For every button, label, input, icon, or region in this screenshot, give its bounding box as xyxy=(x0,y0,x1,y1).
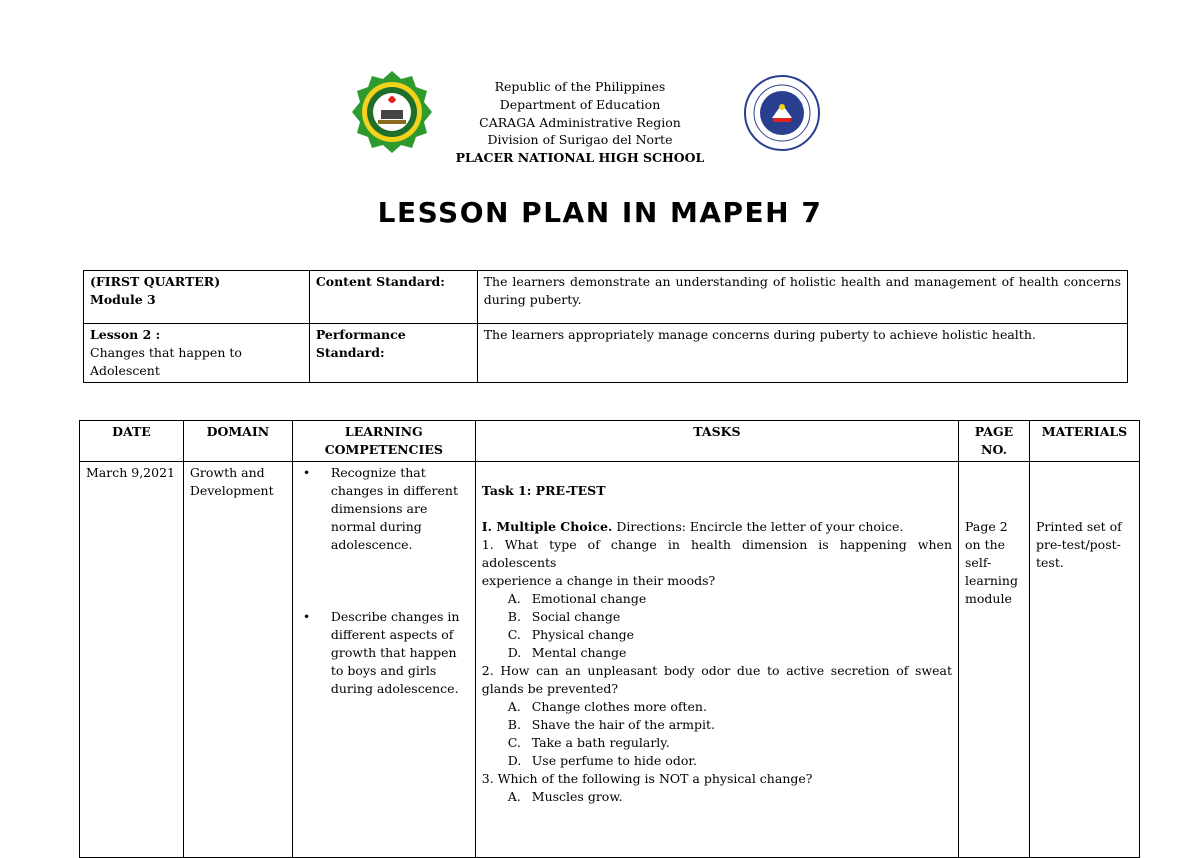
page-title: LESSON PLAN IN MAPEH 7 xyxy=(377,196,823,229)
lesson-info-table xyxy=(83,270,1128,383)
plan-header-row xyxy=(80,421,1140,462)
performance-standard-text: The learners appropriately manage concerns during puberty to achieve holistic health. xyxy=(477,324,1127,383)
task-title: Task 1: PRE-TEST xyxy=(481,483,606,498)
competency-text: Describe changes in different aspects of growth that happen to boys and girls during adolescence. xyxy=(330,609,460,696)
plan-row xyxy=(80,462,1140,858)
performance-label-line2: Standard: xyxy=(315,345,385,360)
school-seal-logo xyxy=(350,70,434,154)
question-1-cont: experience a change in their moods? xyxy=(481,573,716,588)
competency-text: Recognize that changes in different dimensions are normal during adolescence. xyxy=(330,465,458,552)
info-row-1 xyxy=(84,271,1128,324)
q1-option: B. Social change xyxy=(507,609,621,624)
q1-option: C. Physical change xyxy=(507,627,635,642)
quarter-label: (FIRST QUARTER) xyxy=(90,274,221,289)
lesson-cell xyxy=(84,324,310,383)
document-header xyxy=(0,70,1200,180)
q2-option: A. Change clothes more often. xyxy=(507,699,707,714)
competency-item xyxy=(299,464,469,554)
q2-option: D. Use perfume to hide odor. xyxy=(507,753,697,768)
quarter-cell xyxy=(84,271,310,324)
col-header-materials: MATERIALS xyxy=(1030,421,1140,462)
performance-standard-label xyxy=(309,324,477,383)
content-standard-text: The learners demonstrate an understanding of holistic health and management of health concerns during puberty. xyxy=(477,271,1127,324)
header-line-region: CARAGA Administrative Region xyxy=(479,114,681,130)
bullet-icon: • xyxy=(302,465,311,480)
col-header-date: DATE xyxy=(80,421,184,462)
tasks-cell xyxy=(475,462,958,858)
directions-text: Directions: Encircle the letter of your choice. xyxy=(612,519,904,534)
content-standard-label: Content Standard: xyxy=(309,271,477,324)
deped-seal-logo xyxy=(743,74,821,152)
header-line-republic: Republic of the Philippines xyxy=(494,79,666,94)
header-text-block xyxy=(430,78,730,167)
question-3: 3. Which of the following is NOT a physical change? xyxy=(481,771,813,786)
module-label: Module 3 xyxy=(90,292,156,307)
directions-line xyxy=(482,518,952,536)
col-header-competencies: LEARNING COMPETENCIES xyxy=(292,421,475,462)
performance-label-line1: Performance xyxy=(315,327,406,342)
q3-option: A. Muscles grow. xyxy=(507,789,623,804)
q2-option: B. Shave the hair of the armpit. xyxy=(507,717,716,732)
school-name: PLACER NATIONAL HIGH SCHOOL xyxy=(455,150,705,166)
page-no-cell: Page 2 on the self-learning module xyxy=(959,462,1030,858)
q1-option: A. Emotional change xyxy=(507,591,647,606)
header-line-deped: Department of Education xyxy=(499,96,661,112)
q1-option: D. Mental change xyxy=(507,645,627,660)
info-row-2 xyxy=(84,324,1128,383)
question-1: 1. What type of change in health dimension is happening when adolescents xyxy=(481,537,953,570)
materials-cell: Printed set of pre-test/post-test. xyxy=(1030,462,1140,858)
q2-option: C. Take a bath regularly. xyxy=(507,735,670,750)
header-line-division: Division of Surigao del Norte xyxy=(487,132,673,148)
date-cell: March 9,2021 xyxy=(80,462,184,858)
domain-cell: Growth and Development xyxy=(183,462,292,858)
lesson-plan-table xyxy=(79,420,1140,858)
lesson-label: Lesson 2 : xyxy=(90,327,161,342)
section-title: I. Multiple Choice. xyxy=(481,519,613,534)
lesson-title: Changes that happen to Adolescent xyxy=(90,345,242,378)
col-header-domain: DOMAIN xyxy=(183,421,292,462)
competency-item xyxy=(299,608,469,698)
competencies-cell xyxy=(292,462,475,858)
question-2: 2. How can an unpleasant body odor due to active secretion of sweat glands be prevented? xyxy=(481,663,953,696)
col-header-tasks: TASKS xyxy=(475,421,958,462)
bullet-icon: • xyxy=(302,609,311,624)
col-header-page: PAGE NO. xyxy=(959,421,1030,462)
